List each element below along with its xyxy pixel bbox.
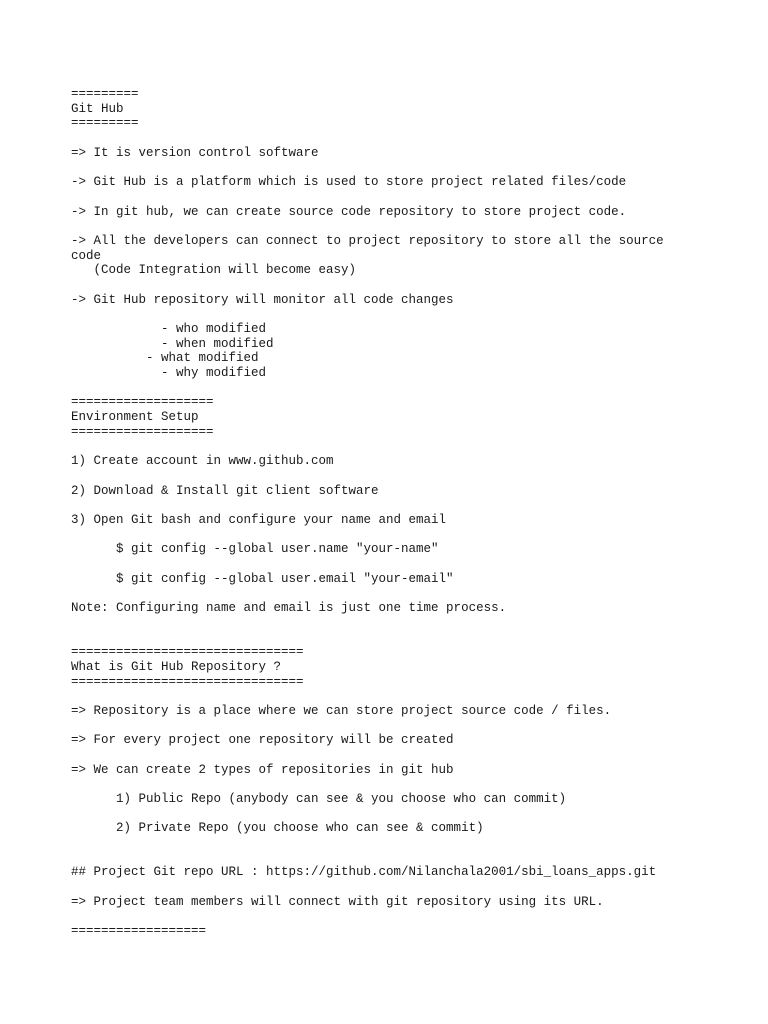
text-line: 3) Open Git bash and configure your name and email [71,512,447,527]
text-line: - when modified [71,336,274,351]
blank-line [71,880,691,895]
text-line: -> All the developers can connect to project repository to store all the source [71,233,664,248]
text-line: 2) Private Repo (you choose who can see & commit) [71,821,484,836]
blank-line [71,586,691,601]
text-line: =============================== [71,645,304,660]
document-page [71,87,691,939]
blank-line [71,851,691,866]
text-line: Note: Configuring name and email is just one time process. [71,601,507,616]
blank-line [71,498,691,513]
blank-line [71,630,691,645]
blank-line [71,440,691,455]
blank-line [71,616,691,631]
blank-line [71,689,691,704]
text-line: $ git config --global user.name "your-name" [71,542,439,557]
text-line: 2) Download & Install git client software [71,483,379,498]
blank-line [71,160,691,175]
text-line: =================== [71,395,214,410]
blank-line [71,719,691,734]
text-line: ========= [71,87,139,101]
blank-line [71,807,691,822]
text-line: - what modified [71,351,259,366]
text-line: => Project team members will connect with git repository using its URL. [71,894,604,909]
text-line: ========= [71,116,139,131]
blank-line [71,836,691,851]
text-line: -> Git Hub is a platform which is used to store project related files/code [71,175,627,190]
text-line: code [71,248,102,263]
text-line: 1) Public Repo (anybody can see & you choose who can commit) [71,792,567,806]
text-line: ## Project Git repo URL : https://github.com/Nilanchala2001/sbi_loans_apps.git [71,865,657,880]
text-line: => Repository is a place where we can store project source code / files. [71,703,612,718]
blank-line [71,131,691,146]
blank-line [71,278,691,293]
text-line: -> Git Hub repository will monitor all code changes [71,292,454,307]
text-line: => We can create 2 types of repositories in git hub [71,762,454,777]
text-line: Environment Setup [71,410,199,425]
blank-line [71,219,691,234]
blank-line [71,307,691,322]
text-line: ================== [71,924,207,939]
text-line: (Code Integration will become easy) [71,263,357,278]
text-line: => It is version control software [71,145,319,160]
text-line: -> In git hub, we can create source code repository to store project code. [71,204,627,219]
blank-line [71,748,691,763]
blank-line [71,557,691,572]
blank-line [71,910,691,925]
text-line: =================== [71,424,214,439]
blank-line [71,469,691,484]
text-line: What is Git Hub Repository ? [71,659,282,674]
text-line: Git Hub [71,101,124,116]
blank-line [71,777,691,792]
blank-line [71,381,691,396]
text-line: $ git config --global user.email "your-email" [71,571,454,586]
blank-line [71,528,691,543]
text-line: - why modified [71,366,267,381]
text-line: 1) Create account in www.github.com [71,454,334,469]
text-line: => For every project one repository will be created [71,733,454,748]
blank-line [71,190,691,205]
text-line: - who modified [71,322,267,336]
text-line: =============================== [71,674,304,689]
